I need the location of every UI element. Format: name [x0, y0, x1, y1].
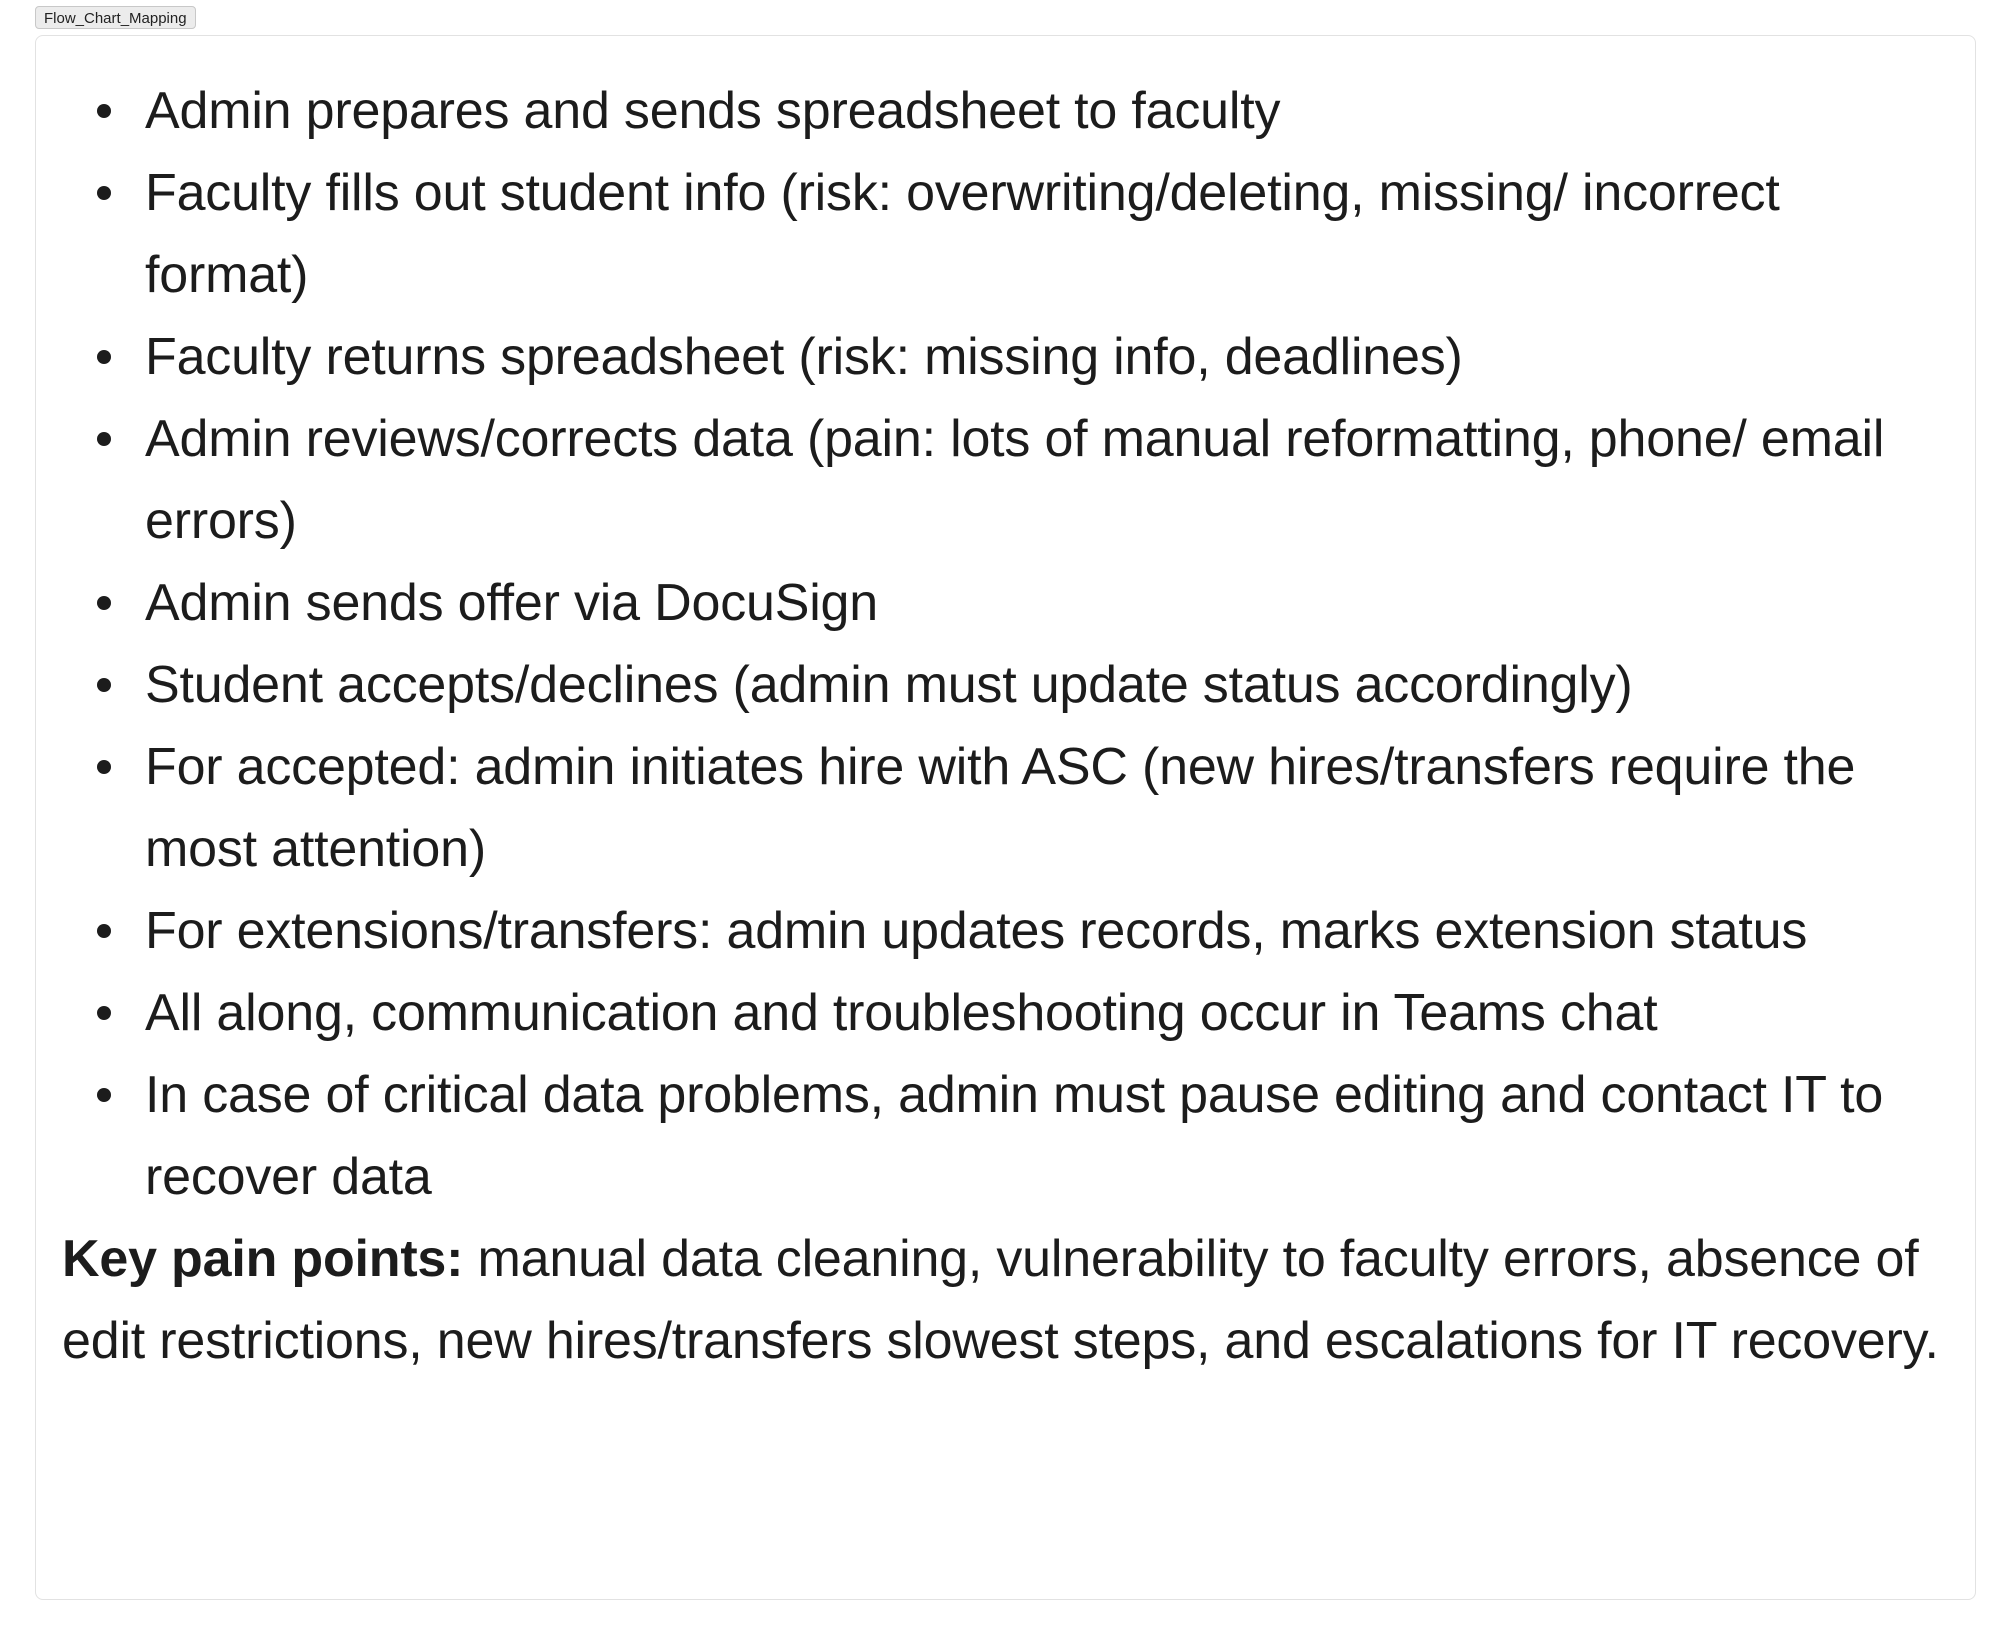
list-item-text: In case of critical data problems, admin must pause editing and contact IT to recover data [145, 1066, 1884, 1206]
bullet-icon [97, 350, 111, 364]
list-item-text: Admin reviews/corrects data (pain: lots of manual reformatting, phone/ email errors) [145, 410, 1885, 550]
bullet-icon [97, 1006, 111, 1020]
bullet-icon [97, 596, 111, 610]
list-item-text: Admin sends offer via DocuSign [145, 574, 878, 632]
note-content [62, 70, 1949, 1382]
process-steps-list [62, 70, 1949, 1218]
list-item [62, 316, 1949, 398]
list-item-text: Faculty returns spreadsheet (risk: missing info, deadlines) [145, 328, 1463, 386]
list-item [62, 152, 1949, 316]
list-item [62, 398, 1949, 562]
key-pain-points-label: Key pain points: [62, 1230, 464, 1288]
list-item-text: All along, communication and troubleshooting occur in Teams chat [145, 984, 1658, 1042]
list-item-text: Student accepts/declines (admin must update status accordingly) [145, 656, 1633, 714]
note-title-tag[interactable]: Flow_Chart_Mapping [35, 6, 196, 29]
bullet-icon [97, 760, 111, 774]
list-item [62, 972, 1949, 1054]
list-item [62, 70, 1949, 152]
key-pain-points-paragraph [62, 1218, 1949, 1382]
bullet-icon [97, 186, 111, 200]
list-item-text: Admin prepares and sends spreadsheet to faculty [145, 82, 1281, 140]
list-item-text: Faculty fills out student info (risk: overwriting/deleting, missing/ incorrect format) [145, 164, 1780, 304]
list-item [62, 726, 1949, 890]
list-item [62, 890, 1949, 972]
list-item-text: For accepted: admin initiates hire with ASC (new hires/transfers require the most attention) [145, 738, 1856, 878]
list-item-text: For extensions/transfers: admin updates records, marks extension status [145, 902, 1808, 960]
bullet-icon [97, 924, 111, 938]
bullet-icon [97, 104, 111, 118]
list-item [62, 644, 1949, 726]
key-pain-points-text: manual data cleaning, vulnerability to faculty errors, absence of edit restrictions, new hires/transfers slowest steps, and escalations for IT recovery. [62, 1230, 1939, 1370]
bullet-icon [97, 432, 111, 446]
bullet-icon [97, 1088, 111, 1102]
note-card [35, 35, 1976, 1600]
list-item [62, 562, 1949, 644]
bullet-icon [97, 678, 111, 692]
list-item [62, 1054, 1949, 1218]
